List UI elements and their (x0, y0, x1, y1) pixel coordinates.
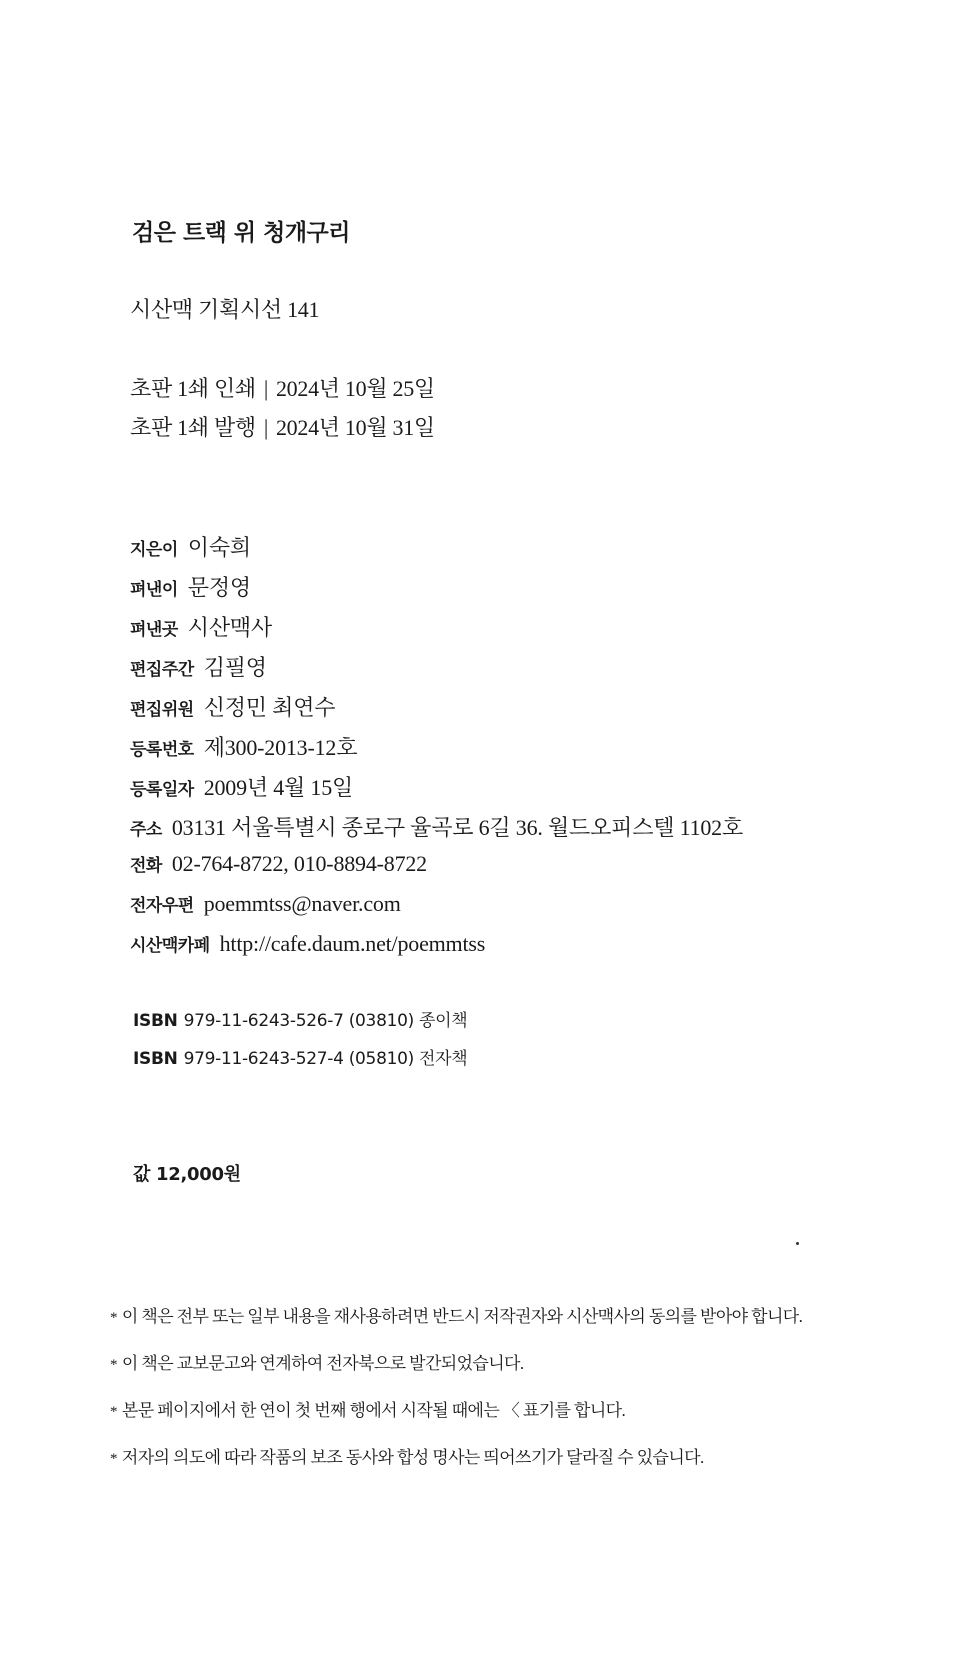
isbn-label: ISBN (133, 1011, 178, 1031)
note-item (110, 1302, 802, 1349)
isbn-value: 979-11-6243-526-7 (03810) 종이책 (183, 1011, 468, 1031)
printing-info (130, 372, 435, 450)
credit-label: 편집위원 (130, 700, 194, 720)
printing-date: 2024년 10월 25일 (275, 376, 435, 401)
printing-separator: | (263, 376, 268, 401)
credit-address (130, 811, 743, 851)
print-dot (796, 1242, 799, 1245)
price: 값 12,000원 (133, 1164, 241, 1185)
note-item (110, 1349, 802, 1396)
credit-value: 문정영 (187, 575, 251, 600)
credit-label: 지은이 (130, 540, 178, 560)
credit-chief-editor (130, 651, 743, 691)
credit-value: 02-764-8722, 010-8894-8722 (171, 851, 427, 876)
note-item (110, 1443, 802, 1490)
credit-editorial-board (130, 691, 743, 731)
bullet-icon: * (110, 1310, 117, 1326)
credit-label: 펴낸이 (130, 580, 178, 600)
credit-publisher (130, 571, 743, 611)
series-name: 시산맥 기획시선 141 (130, 297, 320, 322)
publishing-date: 2024년 10월 31일 (275, 415, 435, 440)
credit-value: 김필영 (203, 655, 267, 680)
isbn-label: ISBN (133, 1049, 178, 1069)
note-item (110, 1396, 802, 1443)
credit-publishing-house (130, 611, 743, 651)
isbn-value: 979-11-6243-527-4 (05810) 전자책 (183, 1049, 468, 1069)
credit-cafe (130, 931, 743, 971)
note-text: 본문 페이지에서 한 연이 첫 번째 행에서 시작될 때에는 〈 표기를 합니다. (121, 1401, 626, 1420)
printing-label: 초판 1쇄 인쇄 (130, 376, 256, 401)
note-text: 이 책은 전부 또는 일부 내용을 재사용하려면 반드시 저작권자와 시산맥사의 동의를 받아야 합니다. (121, 1307, 803, 1326)
credit-phone (130, 851, 743, 891)
credits-list (130, 531, 743, 971)
publishing-line (130, 411, 435, 450)
credit-value: 03131 서울특별시 종로구 율곡로 6길 36. 월드오피스텔 1102호 (171, 815, 744, 840)
credit-email (130, 891, 743, 931)
credit-value: poemmtss@naver.com (203, 891, 401, 916)
credit-registration-number (130, 731, 743, 771)
credit-value: 신정민 최연수 (203, 695, 336, 720)
credit-author (130, 531, 743, 571)
credit-label: 전자우편 (130, 896, 194, 916)
note-text: 저자의 의도에 따라 작품의 보조 동사와 합성 명사는 띄어쓰기가 달라질 수 있습니다. (121, 1448, 704, 1467)
printing-line (130, 372, 435, 411)
bullet-icon: * (110, 1451, 117, 1467)
credit-label: 시산맥카페 (130, 936, 210, 956)
credit-label: 펴낸곳 (130, 620, 178, 640)
credit-registration-date (130, 771, 743, 811)
credit-label: 편집주간 (130, 660, 194, 680)
credit-value: 2009년 4월 15일 (203, 775, 354, 800)
credit-label: 등록번호 (130, 740, 194, 760)
isbn-print (133, 1006, 467, 1044)
notes-list (110, 1302, 802, 1490)
credit-value: 이숙희 (187, 535, 251, 560)
credit-label: 등록일자 (130, 780, 194, 800)
isbn-ebook (133, 1044, 467, 1082)
publishing-label: 초판 1쇄 발행 (130, 415, 256, 440)
note-text: 이 책은 교보문고와 연계하여 전자북으로 발간되었습니다. (121, 1354, 524, 1373)
isbn-block (133, 1006, 467, 1082)
publishing-separator: | (263, 415, 268, 440)
credit-value: 시산맥사 (187, 615, 272, 640)
credit-label: 주소 (130, 820, 162, 840)
book-title: 검은 트랙 위 청개구리 (132, 220, 350, 246)
bullet-icon: * (110, 1357, 117, 1373)
bullet-icon: * (110, 1404, 117, 1420)
credit-label: 전화 (130, 856, 162, 876)
credit-value: http://cafe.daum.net/poemmtss (219, 931, 486, 956)
credit-value: 제300-2013-12호 (203, 735, 358, 760)
